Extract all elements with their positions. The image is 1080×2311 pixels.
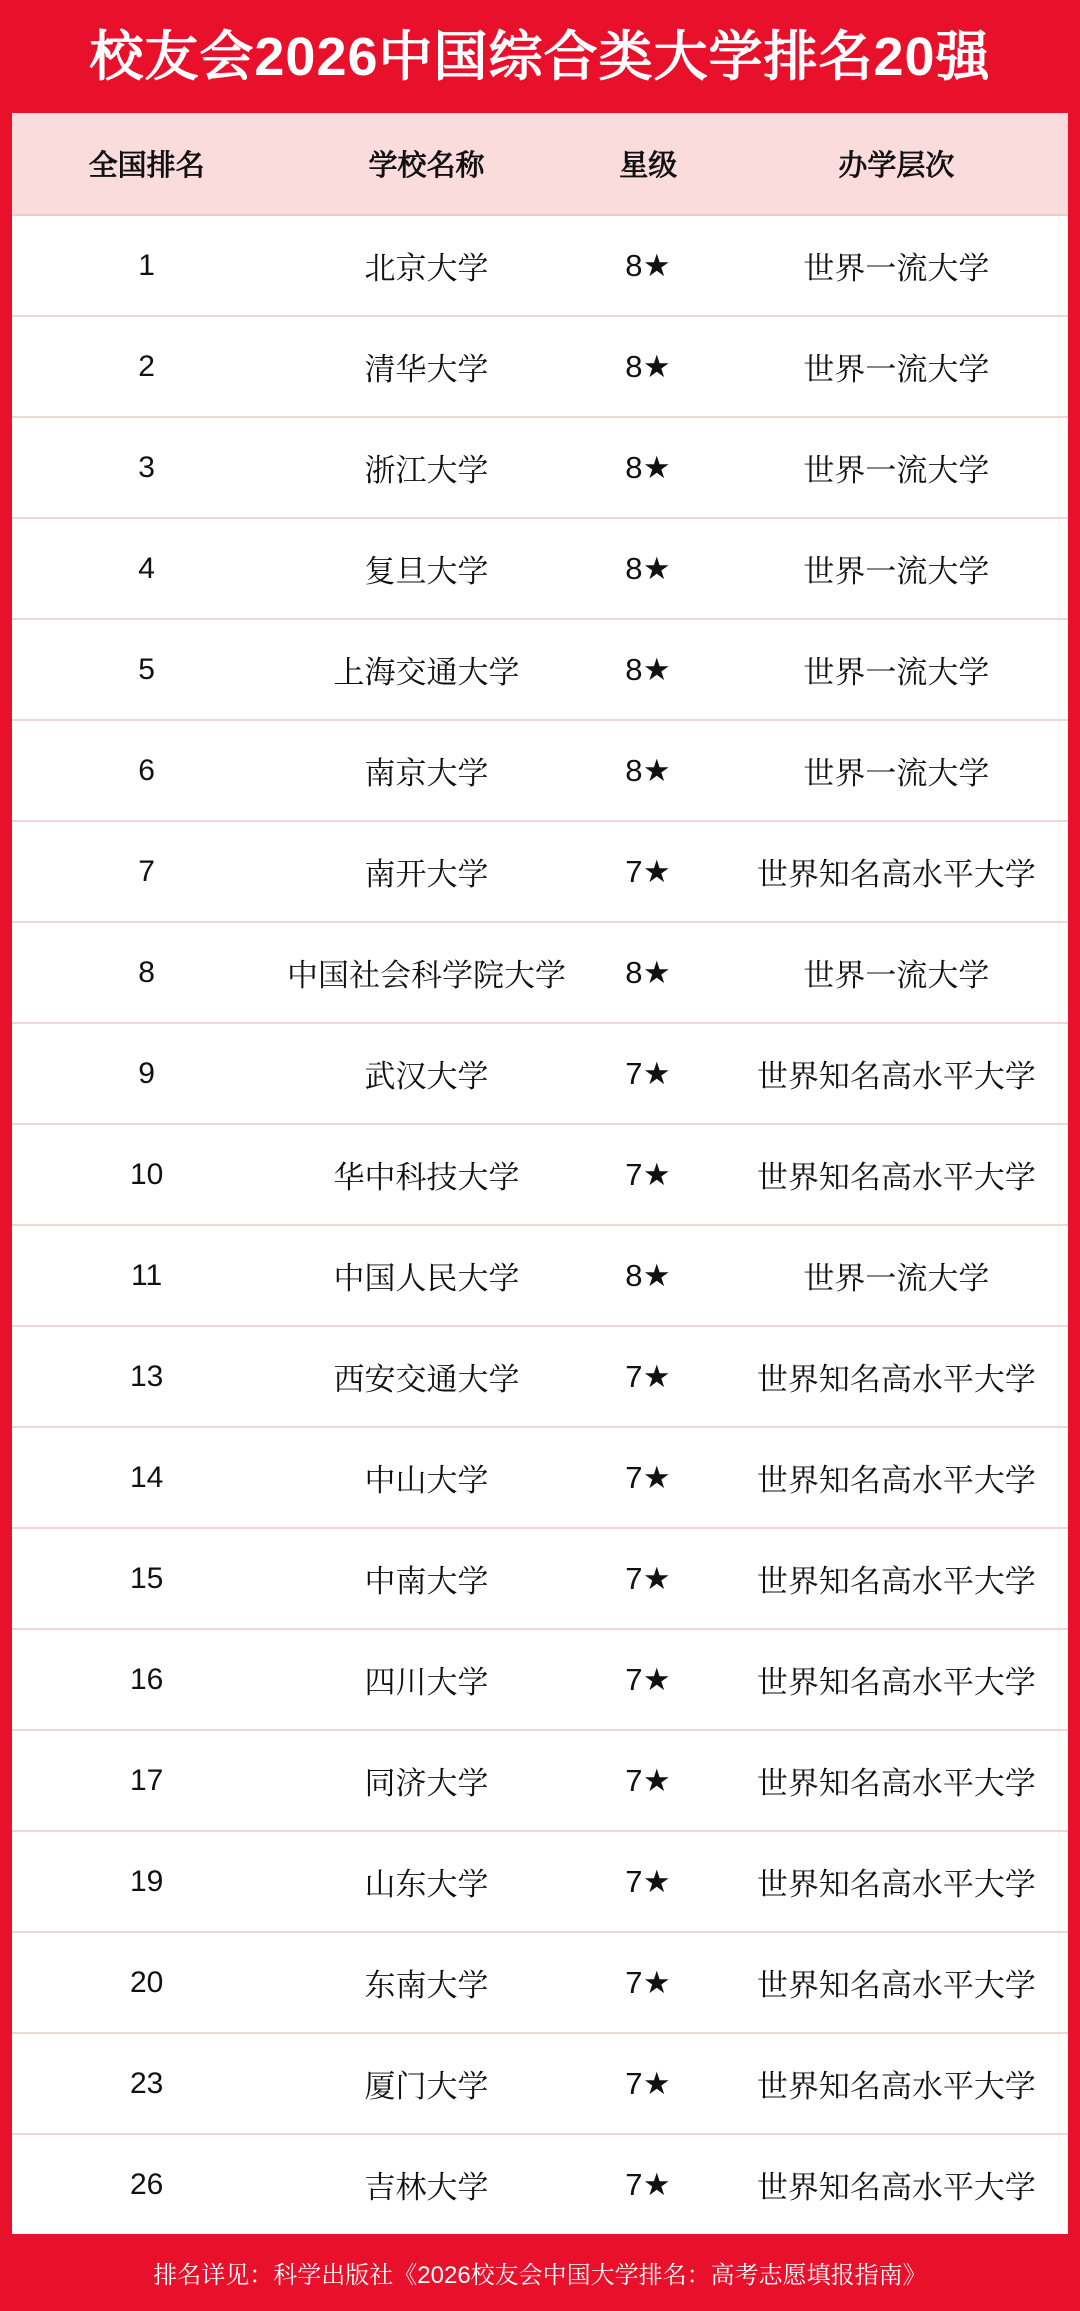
footer-note: 排名详见：科学出版社《2026校友会中国大学排名：高考志愿填报指南》 <box>153 2262 927 2289</box>
cell-name: 东南大学 <box>281 1932 571 2033</box>
ranking-table-container <box>12 113 1068 2234</box>
cell-level: 世界一流大学 <box>725 619 1068 720</box>
cell-star: 8★ <box>572 1225 725 1326</box>
cell-name: 吉林大学 <box>364 2170 489 2205</box>
cell-rank: 6 <box>12 720 281 821</box>
cell-rank: 9 <box>12 1023 281 1124</box>
cell-star: 7★ <box>572 1124 725 1225</box>
column-header-level: 办学层次 <box>725 113 1068 215</box>
ranking-table <box>12 113 1068 2234</box>
cell-name: 中山大学 <box>281 1427 571 1528</box>
cell-name: 南京大学 <box>281 720 571 821</box>
table-row <box>12 1831 1068 1932</box>
cell-star: 7★ <box>572 1831 725 1932</box>
table-row <box>12 215 1068 316</box>
cell-rank: 23 <box>12 2033 281 2134</box>
cell-name: 中南大学 <box>281 1528 571 1629</box>
cell-star: 7★ <box>572 1427 725 1528</box>
table-row <box>12 417 1068 518</box>
title-bar <box>0 0 1080 113</box>
table-header-row <box>12 113 1068 215</box>
cell-rank: 2 <box>12 316 281 417</box>
table-header <box>12 113 1068 215</box>
cell-rank: 16 <box>12 1629 281 1730</box>
cell-star: 8★ <box>572 619 725 720</box>
cell-star: 8★ <box>572 417 725 518</box>
cell-rank: 15 <box>12 1528 281 1629</box>
cell-rank: 11 <box>12 1225 281 1326</box>
cell-rank: 7 <box>12 821 281 922</box>
cell-level: 世界一流大学 <box>725 518 1068 619</box>
cell-rank: 14 <box>12 1427 281 1528</box>
cell-level: 世界知名高水平大学 <box>725 1326 1068 1427</box>
cell-star: 8★ <box>572 215 725 316</box>
cell-star: 8★ <box>572 316 725 417</box>
cell-name: 西安交通大学 <box>281 1326 571 1427</box>
cell-name: 浙江大学 <box>281 417 571 518</box>
cell-star: 8★ <box>572 720 725 821</box>
cell-name: 山东大学 <box>281 1831 571 1932</box>
cell-level: 世界知名高水平大学 <box>725 1528 1068 1629</box>
cell-name: 中国社会科学院大学 <box>281 922 571 1023</box>
cell-level: 世界知名高水平大学 <box>725 1124 1068 1225</box>
column-header-star: 星级 <box>572 113 725 215</box>
cell-star: 8★ <box>572 518 725 619</box>
table-row <box>12 1023 1068 1124</box>
cell-level: 世界一流大学 <box>725 417 1068 518</box>
cell-rank: 13 <box>12 1326 281 1427</box>
table-row <box>12 316 1068 417</box>
cell-name: 同济大学 <box>281 1730 571 1831</box>
cell-star: 7★ <box>572 821 725 922</box>
table-row <box>12 1326 1068 1427</box>
cell-name: 南开大学 <box>281 821 571 922</box>
cell-star: 7★ <box>625 2166 672 2202</box>
table-row <box>12 922 1068 1023</box>
cell-rank: 8 <box>12 922 281 1023</box>
cell-level: 世界知名高水平大学 <box>725 2033 1068 2134</box>
table-row <box>12 2033 1068 2134</box>
cell-level: 世界知名高水平大学 <box>725 1932 1068 2033</box>
cell-rank: 19 <box>12 1831 281 1932</box>
cell-level: 世界一流大学 <box>725 215 1068 316</box>
table-body <box>12 215 1068 2234</box>
table-row <box>12 1225 1068 1326</box>
cell-name: 清华大学 <box>281 316 571 417</box>
table-row <box>12 1124 1068 1225</box>
cell-level: 世界知名高水平大学 <box>725 821 1068 922</box>
cell-level: 世界知名高水平大学 <box>756 2170 1036 2205</box>
table-row <box>12 619 1068 720</box>
footer-bar <box>0 2234 1080 2311</box>
cell-rank: 10 <box>12 1124 281 1225</box>
table-row <box>12 1730 1068 1831</box>
cell-star: 7★ <box>572 1730 725 1831</box>
page-title: 校友会2026中国综合类大学排名20强 <box>89 26 991 87</box>
cell-rank: 1 <box>12 215 281 316</box>
cell-star: 7★ <box>572 1629 725 1730</box>
cell-name: 上海交通大学 <box>281 619 571 720</box>
cell-rank: 20 <box>12 1932 281 2033</box>
cell-level: 世界一流大学 <box>725 720 1068 821</box>
cell-star: 7★ <box>572 1932 725 2033</box>
cell-star: 7★ <box>572 1326 725 1427</box>
column-header-rank: 全国排名 <box>12 113 281 215</box>
cell-level: 世界知名高水平大学 <box>725 1427 1068 1528</box>
cell-star: 8★ <box>572 922 725 1023</box>
table-row <box>12 2134 1068 2234</box>
table-row <box>12 518 1068 619</box>
cell-level: 世界一流大学 <box>725 922 1068 1023</box>
cell-name: 中国人民大学 <box>281 1225 571 1326</box>
cell-rank: 26 <box>129 2167 164 2201</box>
cell-name: 四川大学 <box>281 1629 571 1730</box>
cell-name: 厦门大学 <box>281 2033 571 2134</box>
table-row <box>12 1427 1068 1528</box>
column-header-name: 学校名称 <box>281 113 571 215</box>
cell-level: 世界一流大学 <box>725 316 1068 417</box>
cell-star: 7★ <box>572 1023 725 1124</box>
cell-rank: 17 <box>12 1730 281 1831</box>
cell-level: 世界知名高水平大学 <box>725 1023 1068 1124</box>
cell-rank: 4 <box>12 518 281 619</box>
cell-level: 世界知名高水平大学 <box>725 1730 1068 1831</box>
cell-name: 复旦大学 <box>281 518 571 619</box>
cell-star: 7★ <box>572 1528 725 1629</box>
cell-level: 世界知名高水平大学 <box>725 1831 1068 1932</box>
table-row <box>12 821 1068 922</box>
cell-rank: 5 <box>12 619 281 720</box>
cell-name: 武汉大学 <box>281 1023 571 1124</box>
cell-level: 世界知名高水平大学 <box>725 1629 1068 1730</box>
cell-name: 华中科技大学 <box>281 1124 571 1225</box>
cell-level: 世界一流大学 <box>725 1225 1068 1326</box>
table-row <box>12 1528 1068 1629</box>
table-row <box>12 1629 1068 1730</box>
table-row <box>12 1932 1068 2033</box>
cell-name: 北京大学 <box>281 215 571 316</box>
cell-star: 7★ <box>572 2033 725 2134</box>
table-row <box>12 720 1068 821</box>
cell-rank: 3 <box>12 417 281 518</box>
